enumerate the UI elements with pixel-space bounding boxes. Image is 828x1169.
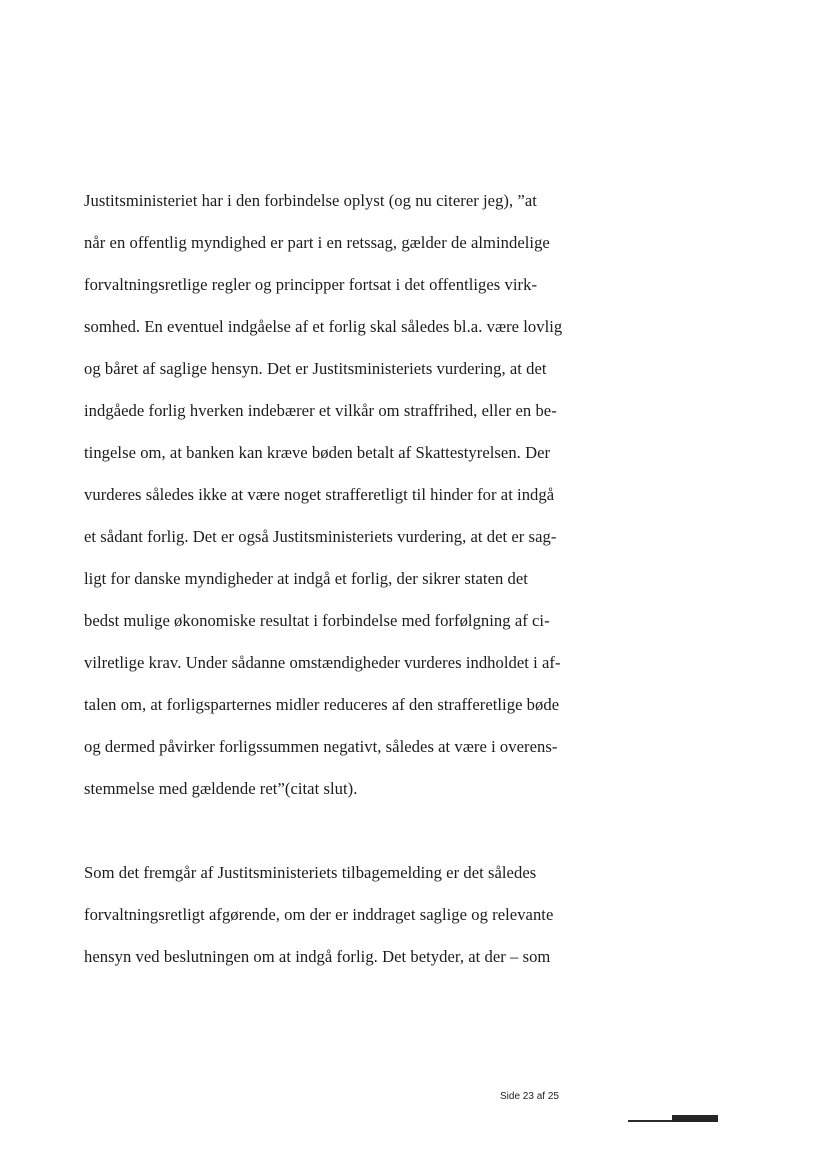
paragraph-line: og båret af saglige hensyn. Det er Justitsministeriets vurdering, at det [84,359,547,378]
paragraph-line: forvaltningsretlige regler og principper fortsat i det offentliges virk- [84,275,538,294]
paragraph-line: og dermed påvirker forligssummen negativt, således at være i overens- [84,737,558,756]
page-number: Side 23 af 25 [500,1091,559,1102]
paragraph-line: talen om, at forligsparternes midler reduceres af den strafferetlige bøde [84,695,560,714]
paragraph-line: hensyn ved beslutningen om at indgå forlig. Det betyder, at der – som [84,947,551,966]
paragraph-line: vilretlige krav. Under sådanne omstændigheder vurderes indholdet i af- [84,653,561,672]
paragraph-line: bedst mulige økonomiske resultat i forbindelse med forfølgning af ci- [84,611,550,630]
paragraph-line: Som det fremgår af Justitsministeriets tilbagemelding er det således [84,863,537,882]
paragraph-line: Justitsministeriet har i den forbindelse oplyst (og nu citerer jeg), ”at [84,191,537,210]
footer-rule-thin [628,1120,676,1122]
paragraph-line: somhed. En eventuel indgåelse af et forlig skal således bl.a. være lovlig [84,317,563,336]
paragraph-line: når en offentlig myndighed er part i en retssag, gælder de almindelige [84,233,550,252]
paragraph-line: et sådant forlig. Det er også Justitsministeriets vurdering, at det er sag- [84,527,557,546]
paragraph-line: stemmelse med gældende ret”(citat slut). [84,779,358,798]
paragraph-line: indgåede forlig hverken indebærer et vilkår om straffrihed, eller en be- [84,401,557,420]
footer-rule-thick [672,1115,718,1122]
paragraph-line: forvaltningsretligt afgørende, om der er inddraget saglige og relevante [84,905,554,924]
paragraph-line: tingelse om, at banken kan kræve bøden betalt af Skattestyrelsen. Der [84,443,551,462]
paragraph-line: vurderes således ikke at være noget strafferetligt til hinder for at indgå [84,485,555,504]
paragraph-line: ligt for danske myndigheder at indgå et forlig, der sikrer staten det [84,569,528,588]
